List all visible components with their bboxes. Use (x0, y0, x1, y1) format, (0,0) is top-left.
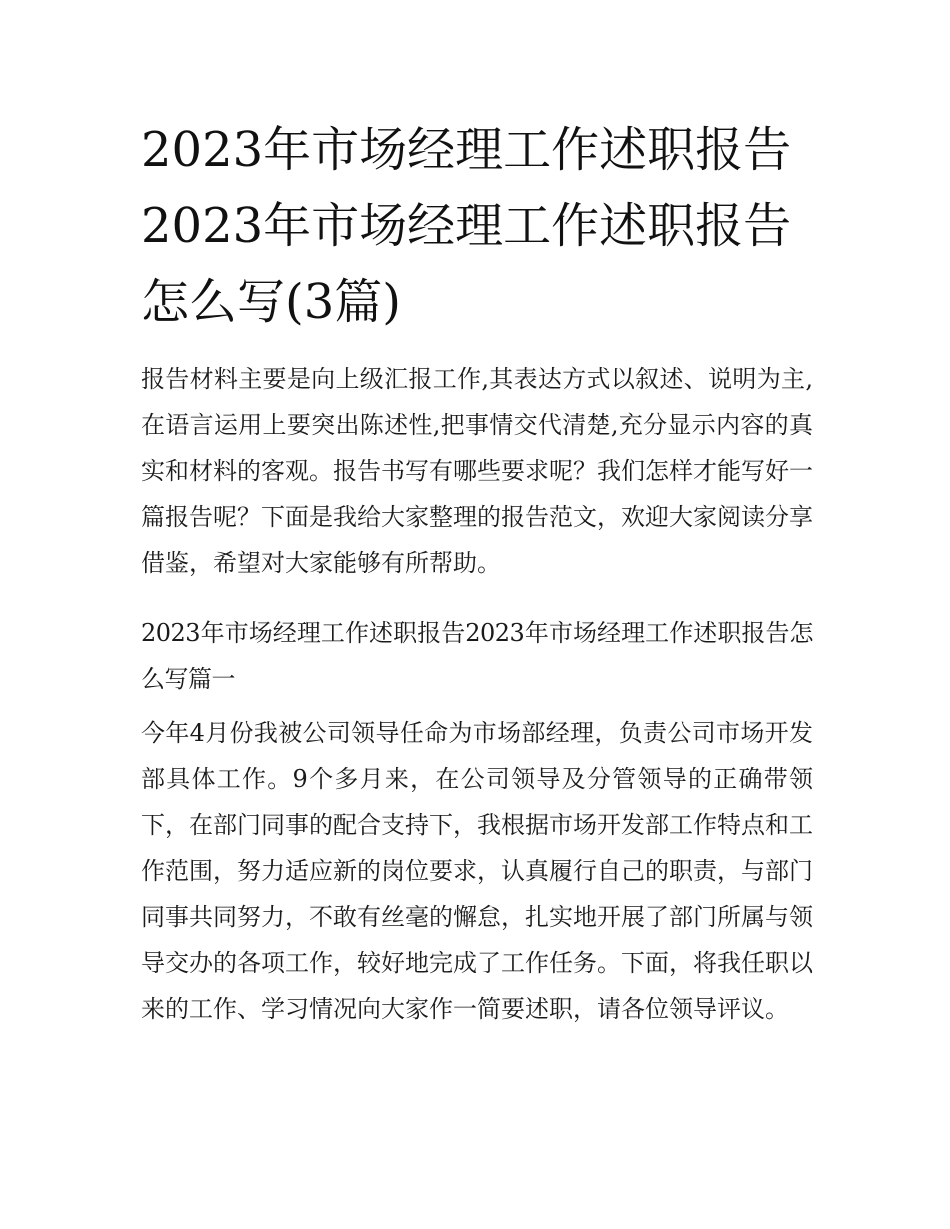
section-subtitle: 2023年市场经理工作述职报告2023年市场经理工作述职报告怎么写篇一 (141, 619, 813, 693)
intro-paragraph: 报告材料主要是向上级汇报工作,其表达方式以叙述、说明为主,在语言运用上要突出陈述性,把事情交代清楚,充分显示内容的真实和材料的客观。报告书写有哪些要求呢？我们怎样才能写好一篇报告呢？下面是我给大家整理的报告范文，欢迎大家阅读分享借鉴，希望对大家能够有所帮助。 (141, 365, 813, 577)
document-title: 2023年市场经理工作述职报告2023年市场经理工作述职报告怎么写(3篇) (141, 122, 792, 330)
section1-paragraph: 今年4月份我被公司领导任命为市场部经理，负责公司市场开发部具体工作。9个多月来，在公司领导及分管领导的正确带领下，在部门同事的配合支持下，我根据市场开发部工作特点和工作范围，努力适应新的岗位要求，认真履行自己的职责，与部门同事共同努力，不敢有丝毫的懈怠，扎实地开展了部门所属与领导交办的各项工作，较好地完成了工作任务。下面，将我任职以来的工作、学习情况向大家作一简要述职，请各位领导评议。 (141, 719, 813, 1023)
